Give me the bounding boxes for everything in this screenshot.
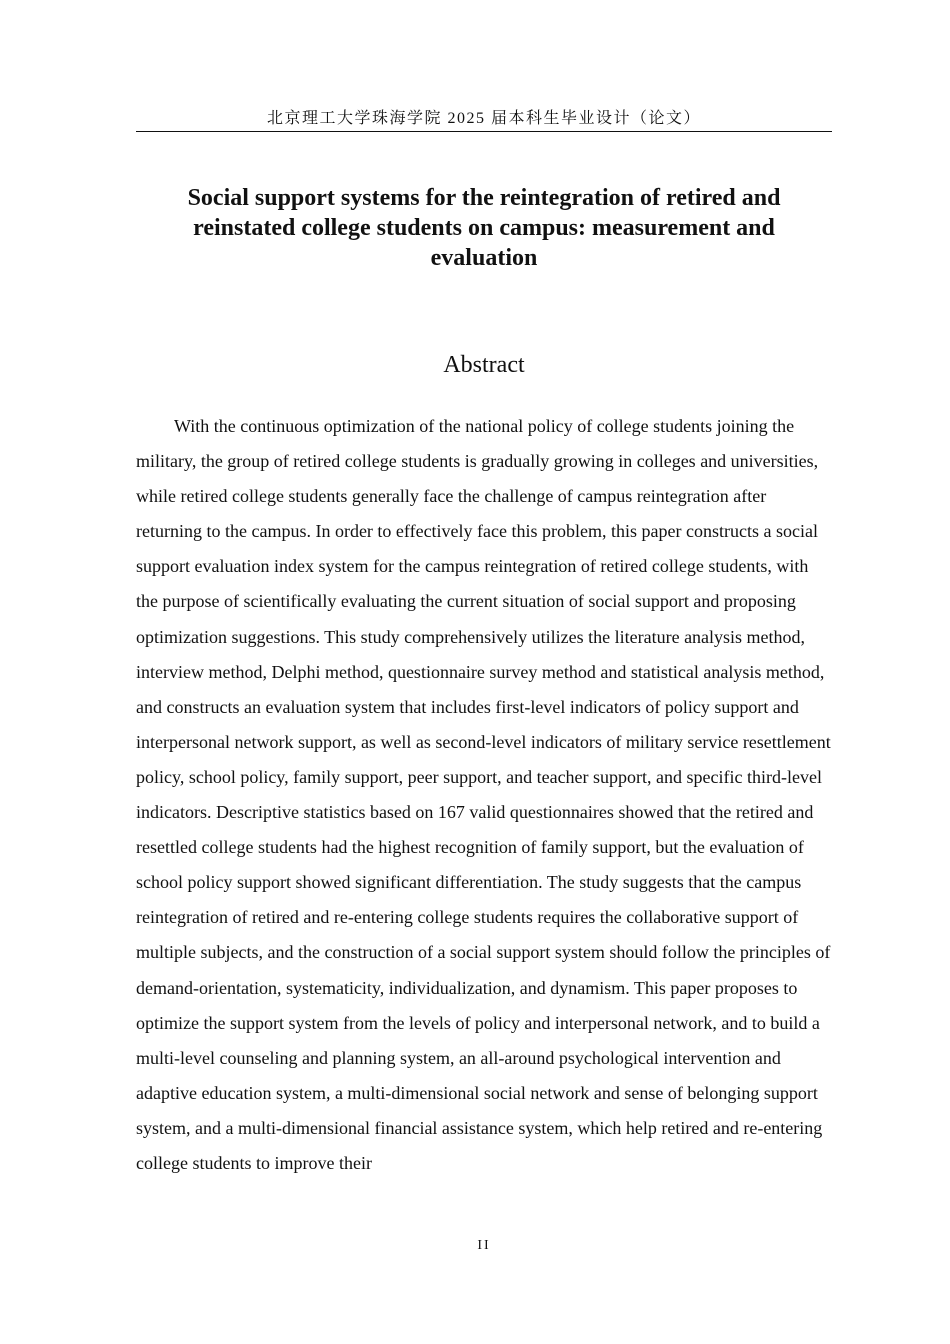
abstract-body: With the continuous optimization of the national policy of college students joining the military, the group of retired college students is gradually growing in colleges and universities, while retired college students generally face the challenge of campus reintegration after returning to the campus. In order to effectively face this problem, this paper constructs a social support evaluation index system for the campus reintegration of retired college students, with the purpose of scientifically evaluating the current situation of social support and proposing optimization suggestions. This study comprehensively utilizes the literature analysis method, interview method, Delphi method, questionnaire survey method and statistical analysis method, and constructs an evaluation system that includes first-level indicators of policy support and interpersonal network support, as well as second-level indicators of military service resettlement policy, school policy, family support, peer support, and teacher support, and specific third-level indicators. Descriptive statistics based on 167 valid questionnaires showed that the retired and resettled college students had the highest recognition of family support, but the evaluation of school policy support showed significant differentiation. The study suggests that the campus reintegration of retired and re-entering college students requires the collaborative support of multiple subjects, and the construction of a social support system should follow the principles of demand-orientation, systematicity, individualization, and dynamism. This paper proposes to optimize the support system from the levels of policy and interpersonal network, and to build a multi-level counseling and planning system, an all-around psychological intervention and adaptive education system, a multi-dimensional social network and sense of belonging support system, and a multi-dimensional financial assistance system, which help retired and re-entering college students to improve their xyxy=(136,416,831,1173)
paper-title: Social support systems for the reintegration of retired and reinstated college students on campus: measurement and evaluation xyxy=(187,185,781,271)
header-rule xyxy=(136,131,832,132)
running-header: 北京理工大学珠海学院 2025 届本科生毕业设计（论文） xyxy=(266,110,701,127)
page-number: II xyxy=(477,1238,491,1253)
abstract-heading: Abstract xyxy=(443,352,525,378)
